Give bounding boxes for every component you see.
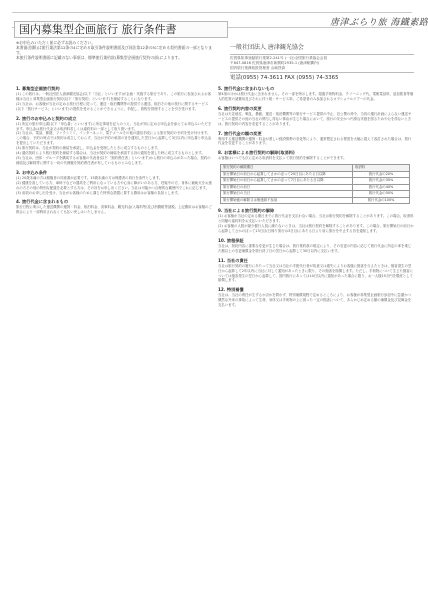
section-text: (2) 当社は、お客様が当社の定める旅行日程に従って、運送・宿泊機関等の提供する運送、宿泊その他の旅行に関するサービス(以下「旅行サービス」といいます)の提供を受けることができるように、手配し、旅程を管理することを引き受けます。 xyxy=(16,101,209,111)
section-heading: 3. お申込み条件 xyxy=(16,169,48,175)
preface-line: 本書面(別紙)は旅行業法第12条の4に定める取引条件説明書面及び同法第12条の5に定める契約書面の一部となります。 xyxy=(16,45,212,56)
table-cell: 旅行開始日の前日から起算してさかのぼって7日目にあたる日以降 xyxy=(221,178,353,185)
table-row xyxy=(221,197,410,204)
section xyxy=(218,208,414,234)
section xyxy=(218,150,414,204)
document-title: 国内募集型企画旅行 旅行条件書 xyxy=(14,21,228,38)
section-text: 旅行日程に明示した運送機関の運賃・料金、宿泊料金、食事料金、観光料金(入場料等)及び消費税等諸税。上記費用はお客様のご都合により一部利用されなくても払い戻しはいたしません。 xyxy=(16,205,212,215)
preface-line: 本旅行条件説明書面に記載のない事項は、標準旅行業約款(募集型企画旅行契約の部)によります。 xyxy=(16,55,182,61)
organizer-block xyxy=(230,44,414,82)
table-cell: 旅行開始日の前日から起算してさかのぼって20日目にあたる日以降 xyxy=(221,171,353,178)
divider xyxy=(230,54,414,55)
table-row xyxy=(221,171,410,178)
section xyxy=(16,116,212,166)
section-text: (2) 健康を害している方、車椅子などの器具をご利用になっている方や心身に障がいのある方、妊娠中の方、身体に補助犬をお連れの方その他の特別な配慮を必要とする方は、その旨をお申し出ください。当社は可能かつ合理的な範囲内でこれに応じます。 xyxy=(16,180,212,190)
organizer-line: 国内旅行業務取扱管理者 山崎啓資 xyxy=(230,65,286,70)
section-text: (2) お客様の人数が最少催行人員に満たないときは、当社は旅行契約を解除することがあります。この場合、旅行開始日の前日から起算してさかのぼって13日目(日帰り旅行は3日目)にあたる日より前に旅行を中止する旨を通知します。 xyxy=(218,224,414,233)
section xyxy=(218,106,414,127)
section-text: 当社は天災地変、戦乱、暴動、運送・宿泊機関等の旅行サービス提供の中止、官公署の命令、当初の運行計画によらない運送サービスの提供その他の当社の関与し得ない事由が生じた場合において、旅行の安全かつ円滑な実施を図るためやむを得ないときは、旅行契約の内容を変更することがあります。 xyxy=(218,111,412,126)
section-text: 利用する運送機関の運賃・料金が著しい経済情勢の変化等により、通常想定される程度を大幅に超えて改訂された場合は、旅行代金を変更することがあります。 xyxy=(218,136,412,146)
section-heading: 10. 旅程保証 xyxy=(218,237,244,243)
table-cell: 旅行代金の30% xyxy=(353,178,410,185)
section-text: (3) 前項のお申し出を受け、当社がお客様のために講じた特別な措置に要する費用はお客様の負担とします。 xyxy=(16,190,181,195)
section-text: 当社は、当社の責任が生ずるか否かを問わず、特別補償規程で定めるところにより、お客様が募集型企画旅行参加中に急激かつ偶然な外来の事故によって生命、身体又は手荷物の上に被った一定の損害について、あらかじめ定める額の補償金及び見舞金を支払います。 xyxy=(218,293,412,308)
cancellation-fee-table xyxy=(220,164,410,204)
section-heading: 5. 旅行代金に含まれないもの xyxy=(218,86,275,91)
section xyxy=(218,258,414,284)
section-text: (4) 通信契約により旅行契約を締結する場合は、当社が契約の締結を承諾する旨の通知を発した時に成立するものとします。 xyxy=(16,151,205,156)
table-cell: 旅行代金の40% xyxy=(353,184,410,191)
left-column xyxy=(16,86,212,219)
section-text: お客様はいつでも次に定める取消料を支払って旅行契約を解除することができます。 xyxy=(218,156,347,161)
table-cell: 旅行代金の50% xyxy=(353,191,410,198)
table-cell: 旅行代金の20% xyxy=(353,171,410,178)
section-text: (1) 所定の旅行申込書(以下「申込書」といいます)に所定事項を記入のうえ、当社が別に定める申込金を添えてお申込みいただきます。申込金は旅行代金又は取消料若しくは違約料の一部として取り扱います。 xyxy=(16,121,212,131)
section-text: 第4項のほかは旅行代金に含まれません。その一部を例示します。超過手荷物料金、クリーニング代、電報電話料、追加飲食等個人的性質の諸費用及びそれに伴う税・サービス料、ご希望者のみ参加されるオプショナルツアーの代金。 xyxy=(218,92,414,101)
organizer-line: 佐賀県知事登録旅行業第2-241号 (一社)全国旅行業協会会員 xyxy=(230,56,328,60)
table-cell: 旅行代金の100% xyxy=(353,197,410,204)
section xyxy=(218,131,414,147)
section xyxy=(16,199,212,215)
section-heading: 1. 募集型企画旅行契約 xyxy=(16,86,60,91)
section-heading: 8. お客様による旅行契約の解除(取消料) xyxy=(218,150,295,156)
section-text: (1) 20歳未満の方は親権者の同意書が必要です。15歳未満の方は保護者の同行を条件とします。 xyxy=(16,175,163,180)
section xyxy=(218,86,414,102)
right-column xyxy=(218,86,414,312)
section xyxy=(16,86,212,112)
section-text: (1) この旅行は、一般社団法人唐津観光協会(以下「当社」といいます)が企画・実施する旅行であり、この旅行に参加されるお客様は当社と募集型企画旅行契約(以下「旅行契約」といいます)を締結することになります。 xyxy=(16,92,212,101)
table-cell: 旅行開始後の解除又は無連絡不参加 xyxy=(221,197,353,204)
column-header: 旅行契約の解除期日 xyxy=(221,165,353,172)
divider xyxy=(230,72,414,73)
organizer-name: 一般社団法人 唐津観光協会 xyxy=(230,44,304,51)
table-cell: 旅行開始日の当日 xyxy=(221,191,353,198)
section-heading: 2. 旅行のお申込みと契約の成立 xyxy=(16,115,77,121)
brand-logo: 唐津ぶらり旅 海鐵素路 xyxy=(330,18,428,28)
section-text: (2) 当社は、電話、郵便、ファクシミリ、インターネット、電子メールその他の通信手段による旅行契約の予約を受け付けます。この場合、予約の時点では契約は成立しておらず、当社が予約の承諾の旨を通知した翌日から起算して3日以内に申込書と申込金を提出していただきます。 xyxy=(16,131,212,146)
section-heading: 4. 旅行代金に含まれるもの xyxy=(16,199,69,205)
organizer-line: 〒847-0816 佐賀県唐津市新興町2935-1 (唐津駅構内) xyxy=(230,60,320,65)
table-row xyxy=(221,178,410,185)
section xyxy=(218,287,414,308)
section-heading: 7. 旅行代金の額の変更 xyxy=(218,130,262,136)
section-heading: 11. 当社の責任 xyxy=(218,257,248,263)
section-text: 当社は旅行契約の履行にあたって当社又は当社の手配代行者が故意又は過失によりお客様に損害を与えたときは、損害発生の翌日から起算して2年以内に当社に対して通知があったときに限り、その損害を賠償します。ただし、手荷物について生じた損害については損害発生の翌日から起算して、国内旅行にあっては14日以内に通知があった場合に限り、お一人様15万円を限度として賠償します。 xyxy=(218,263,414,283)
section-text: (1) お客様が当社の定める期日までに旅行代金を支払わない場合、当社は旅行契約を解除することがあります。この場合、取消料と同額の違約料をお支払いいただきます。 xyxy=(218,214,414,224)
preface xyxy=(16,40,216,60)
section xyxy=(218,238,414,254)
section-heading: 9. 当社による旅行契約の解除 xyxy=(218,208,275,214)
section-heading: 12. 特別補償 xyxy=(218,287,244,293)
section xyxy=(16,170,212,196)
section-text: (5) 当社は、団体・グループを構成するお客様の代表者(以下「契約責任者」といいます)から旅行の申込みがあった場合、契約の締結及び解除等に関する一切の代理権を契約責任者が有しているものとみなします。 xyxy=(16,155,211,165)
column-header: 取消料 xyxy=(353,165,410,172)
preface-line: ※お申込みいただく前に必ずお読みください。 xyxy=(16,40,96,45)
section-text: 当社は、契約内容に重要な変更が生じた場合は、旅行業約款の規定により、その変更の内容に応じて旅行代金に所定の率を乗じた額以上の変更補償金を旅行終了日の翌日から起算して30日以内に支払います。 xyxy=(218,243,412,253)
table-cell: 旅行開始日の前日 xyxy=(221,184,353,191)
organizer-contact: 電話(0955) 74-3611 FAX (0955) 74-3365 xyxy=(230,75,339,82)
section-text: (3) 旅行契約は、当社が契約の締結を承諾し、申込金を受理したときに成立するものとします。 xyxy=(16,146,161,151)
section-heading: 6. 旅行契約内容の変更 xyxy=(218,105,262,111)
